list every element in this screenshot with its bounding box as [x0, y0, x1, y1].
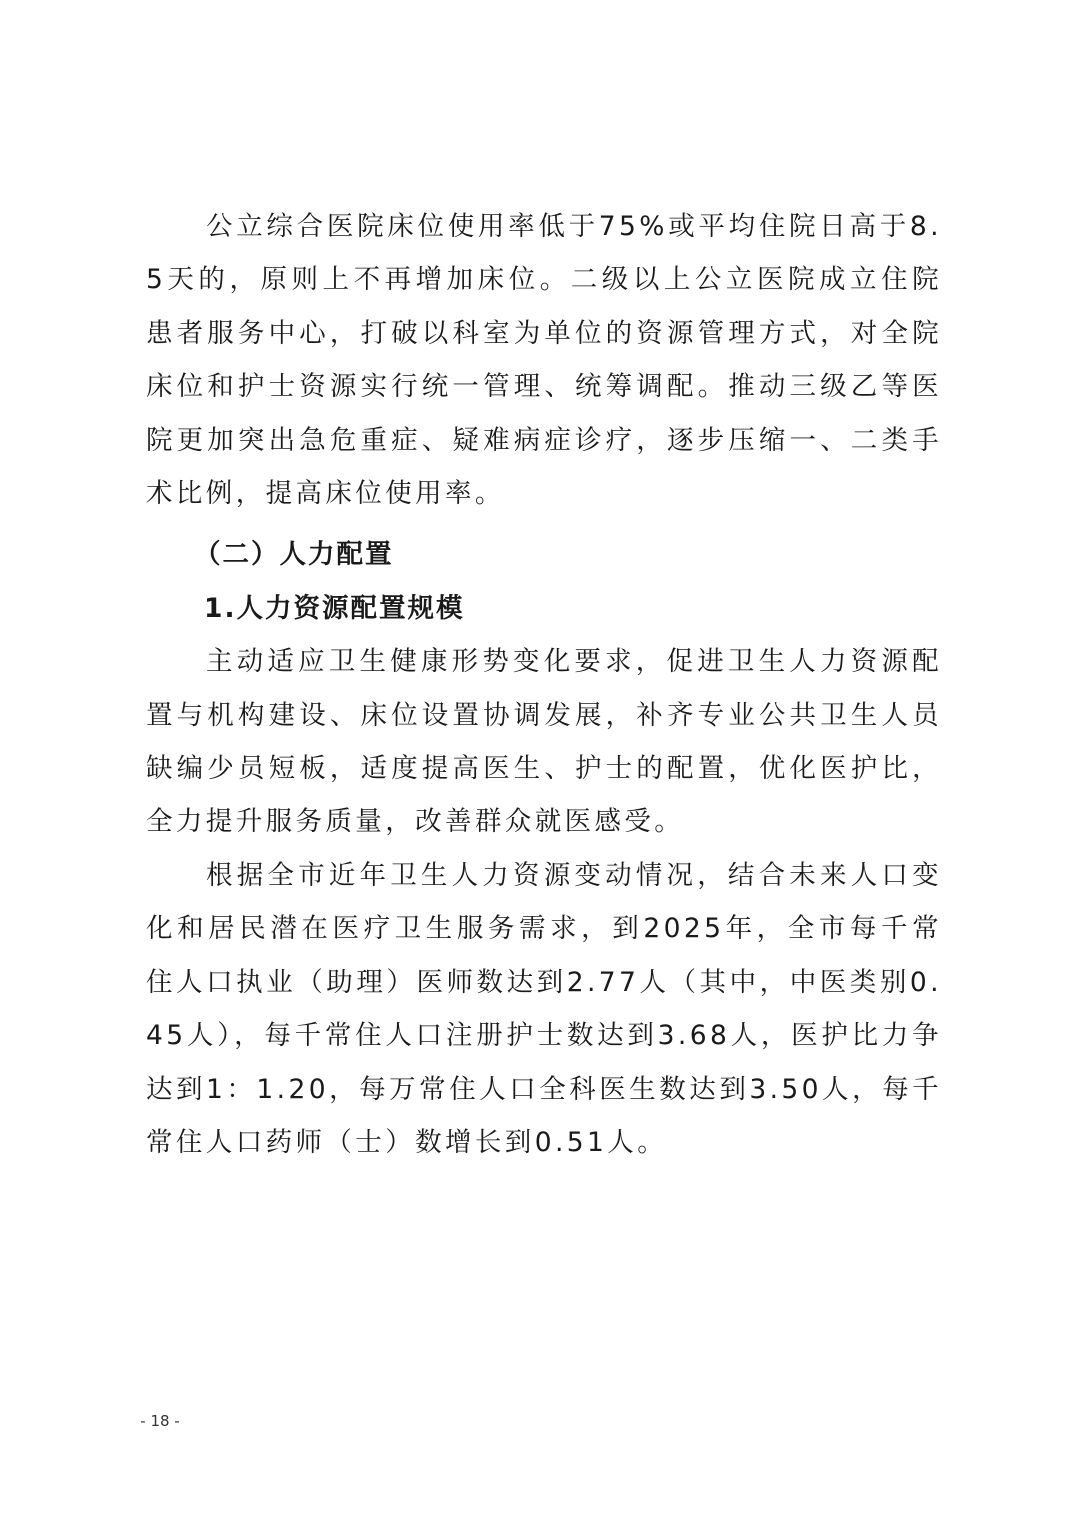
paragraph-staffing-targets: 根据全市近年卫生人力资源变动情况，结合未来人口变化和居民潜在医疗卫生服务需求，到2025年，全市每千常住人口执业（助理）医师数达到2.77人（其中，中医类别0.45人），每千常住人口注册护士数达到3.68人，医护比力争达到1：1.20，每万常住人口全科医生数达到3.50人，每千常住人口药师（士）数增长到0.51人。 [146, 859, 942, 1158]
section-heading: （二）人力配置 [194, 539, 394, 571]
paragraph-bed-policy: 公立综合医院床位使用率低于75%或平均住院日高于8.5天的，原则上不再增加床位。二级以上公立医院成立住院患者服务中心，打破以科室为单位的资源管理方式，对全院床位和护士资源实行统一管理、统筹调配。推动三级乙等医院更加突出急危重症、疑难病症诊疗，逐步压缩一、二类手术比例，提高床位使用率。 [146, 211, 942, 510]
page-number: - 18 - [140, 1412, 180, 1430]
subsection-heading: 1.人力资源配置规模 [204, 592, 465, 624]
paragraph-staffing-goals: 主动适应卫生健康形势变化要求，促进卫生人力资源配置与机构建设、床位设置协调发展，补齐专业公共卫生人员缺编少员短板，适度提高医生、护士的配置，优化医护比，全力提升服务质量，改善群众就医感受。 [146, 646, 942, 838]
page-content [146, 200, 942, 1169]
